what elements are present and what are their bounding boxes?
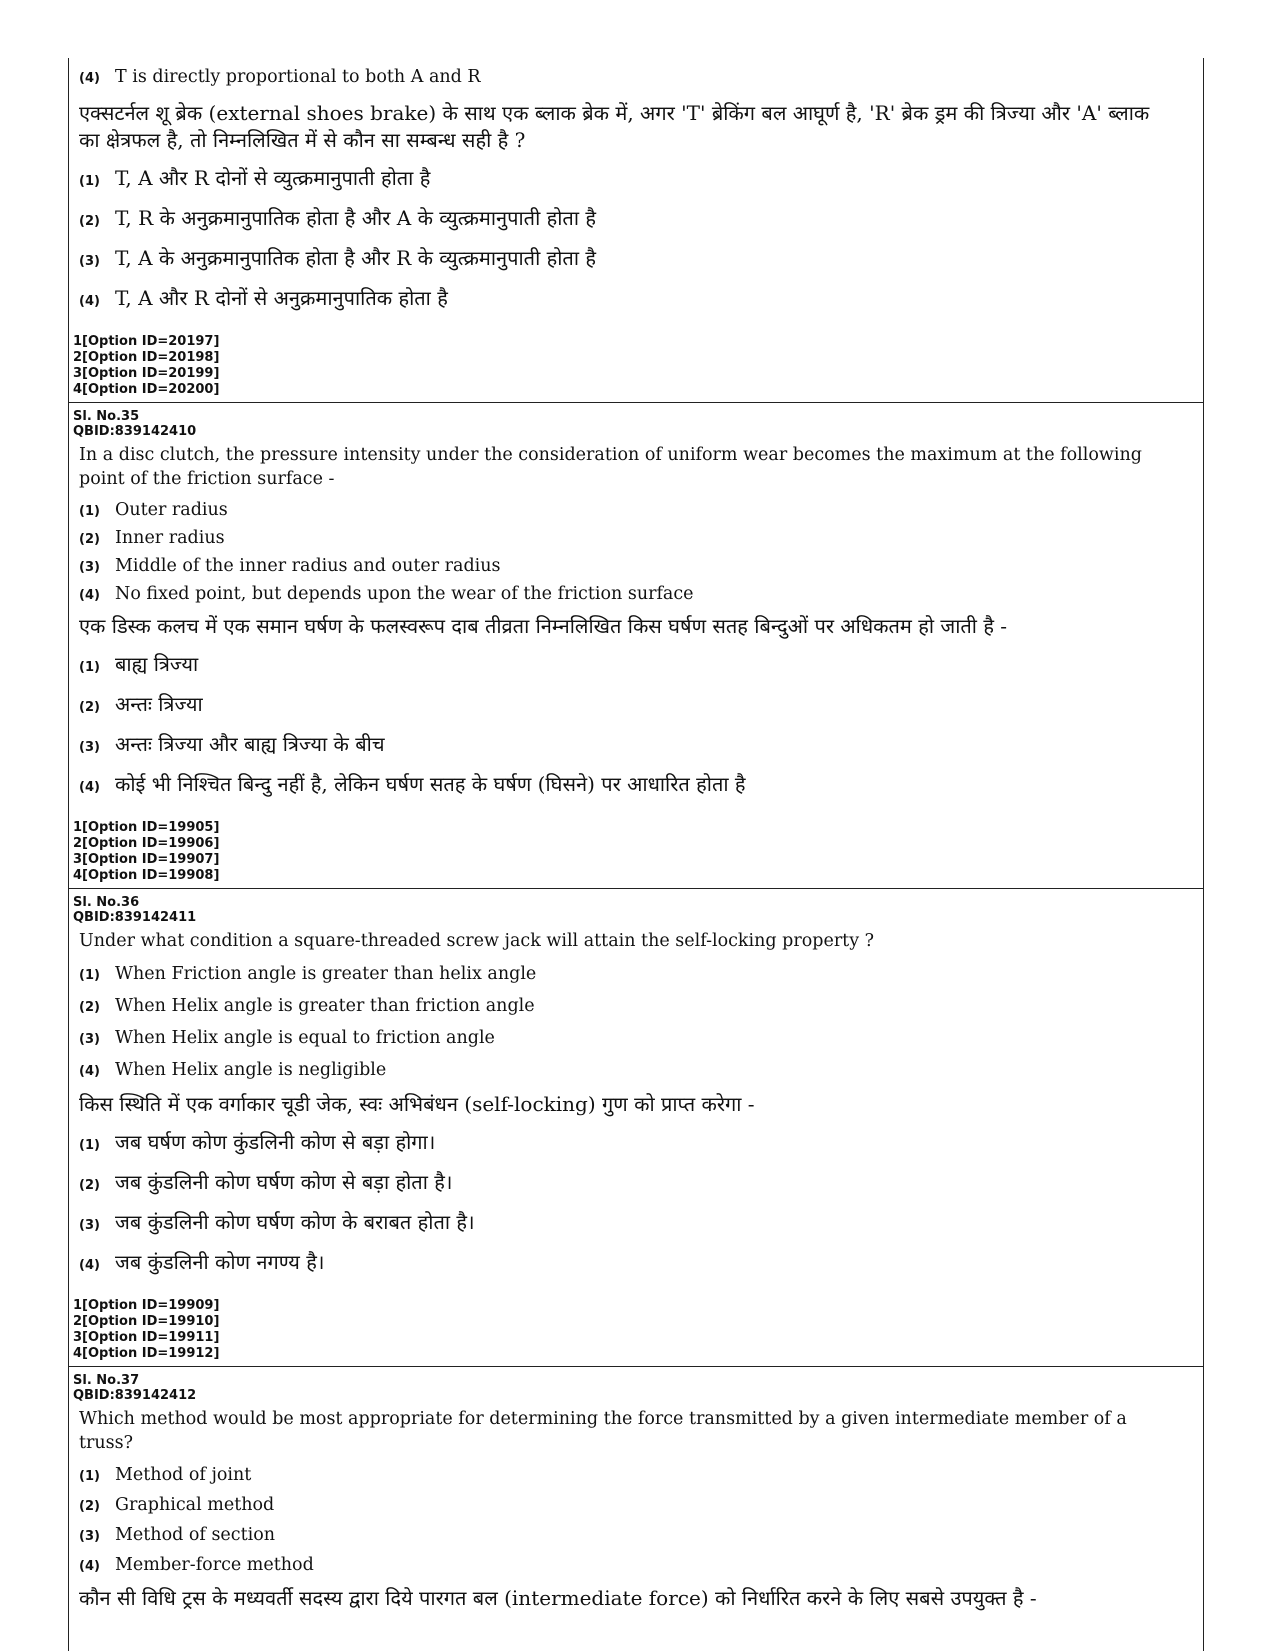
hindi-question-text: एक डिस्क कलच में एक समान घर्षण के फलस्वरूप दाब तीव्रता निम्नलिखित किस घर्षण सतह बिन्दुओं पर अधिकतम हो जाती है - [79, 614, 1008, 638]
option-id: 2[Option ID=19910] [73, 1314, 220, 1329]
option-number: (3) [79, 560, 100, 575]
option-id: 4[Option ID=19912] [73, 1346, 220, 1361]
english-option-1 [79, 1461, 1203, 1491]
english-option-3 [79, 553, 1203, 581]
option-number: (4) [79, 1559, 100, 1574]
option-number: (3) [79, 740, 100, 755]
option-number: (4) [79, 588, 100, 603]
option-number: (2) [79, 1000, 100, 1015]
english-option-2 [79, 991, 1203, 1023]
hindi-option-2 [79, 1164, 1203, 1204]
question-block-35 [69, 409, 1203, 889]
option-text: No fixed point, but depends upon the wear of the friction surface [115, 584, 694, 604]
option-text: Outer radius [115, 500, 228, 520]
english-question-text: Under what condition a square-threaded screw jack will attain the self-locking property ? [79, 931, 875, 951]
option-text: When Helix angle is negligible [115, 1060, 387, 1080]
option-text: T is directly proportional to both A and R [115, 67, 481, 87]
option-text: Method of joint [115, 1465, 252, 1485]
option-text: जब कुंडलिनी कोण घर्षण कोण के बराबत होता है। [115, 1210, 475, 1234]
english-option-4 [79, 581, 1203, 609]
option-text: जब कुंडलिनी कोण घर्षण कोण से बड़ा होता है। [115, 1170, 453, 1194]
qbid: QBID:839142412 [73, 1388, 197, 1403]
option-number: (1) [79, 174, 100, 189]
option-id: 1[Option ID=20197] [73, 334, 220, 349]
hindi-option-4 [79, 766, 1203, 806]
option-number: (4) [79, 1064, 100, 1079]
option-text: T, A और R दोनों से व्युत्क्रमानुपाती होता है [115, 166, 431, 190]
option-id: 3[Option ID=20199] [73, 366, 220, 381]
option-number: (3) [79, 254, 100, 269]
option-id-list [73, 820, 1203, 884]
option-text: T, R के अनुक्रमानुपातिक होता है और A के व्युत्क्रमानुपाती होता है [115, 206, 596, 230]
option-text: When Friction angle is greater than helix angle [115, 964, 537, 984]
english-option-1 [79, 959, 1203, 991]
option-text: जब घर्षण कोण कुंडलिनी कोण से बड़ा होगा। [115, 1130, 436, 1154]
option-id: 1[Option ID=19905] [73, 820, 220, 835]
option-text: Graphical method [115, 1495, 275, 1515]
english-option-3 [79, 1521, 1203, 1551]
option-text: When Helix angle is greater than friction angle [115, 996, 535, 1016]
option-text: बाह्य त्रिज्या [115, 652, 199, 676]
option-number: (4) [79, 780, 100, 795]
option-id: 3[Option ID=19911] [73, 1330, 220, 1345]
hindi-question-text: किस स्थिति में एक वर्गाकार चूडी जेक, स्वः अभिबंधन (self-locking) गुण को प्राप्त करेगा - [79, 1092, 755, 1116]
option-text: When Helix angle is equal to friction angle [115, 1028, 495, 1048]
question-block-37 [69, 1373, 1203, 1622]
qbid: QBID:839142411 [73, 910, 197, 925]
option-id: 2[Option ID=19906] [73, 836, 220, 851]
option-text: कोई भी निश्चित बिन्दु नहीं है, लेकिन घर्षण सतह के घर्षण (घिसने) पर आधारित होता है [115, 772, 746, 796]
english-option-2 [79, 525, 1203, 553]
option-id: 2[Option ID=20198] [73, 350, 220, 365]
english-option-4 [79, 1055, 1203, 1087]
english-question-text: In a disc clutch, the pressure intensity under the consideration of uniform wear becomes the maximum at the following point of the friction surface - [79, 445, 1142, 489]
option-number: (1) [79, 660, 100, 675]
option-number: (4) [79, 71, 100, 86]
option-number: (3) [79, 1218, 100, 1233]
option-text: Member-force method [115, 1555, 314, 1575]
question-block-36 [69, 895, 1203, 1367]
option-id-list [73, 1298, 1203, 1362]
option-number: (3) [79, 1032, 100, 1047]
option-number: (2) [79, 1499, 100, 1514]
option-text: जब कुंडलिनी कोण नगण्य है। [115, 1250, 325, 1274]
option-number: (4) [79, 1258, 100, 1273]
option-id: 4[Option ID=19908] [73, 868, 220, 883]
option-text: T, A के अनुक्रमानुपातिक होता है और R के व्युत्क्रमानुपाती होता है [115, 246, 596, 270]
serial-number: Sl. No.35 [73, 409, 140, 424]
option-text: अन्तः त्रिज्या और बाह्य त्रिज्या के बीच [115, 732, 385, 756]
serial-number: Sl. No.37 [73, 1373, 140, 1388]
option-text: Inner radius [115, 528, 225, 548]
hindi-option-1 [79, 160, 1203, 200]
option-text: Method of section [115, 1525, 276, 1545]
question-paper-page [68, 58, 1204, 1651]
english-option-3 [79, 1023, 1203, 1055]
hindi-option-1 [79, 1124, 1203, 1164]
option-number: (2) [79, 532, 100, 547]
option-text: T, A और R दोनों से अनुक्रमानुपातिक होता है [115, 286, 448, 310]
hindi-question-text: एक्सटर्नल शू ब्रेक (external shoes brake) के साथ एक ब्लाक ब्रेक में, अगर 'T' ब्रेकिंग बल आघूर्ण है, 'R' ब्रेक ड्रम की त्रिज्या और 'A' ब्लाक का क्षेत्रफल है, तो निम्नलिखित में से कौन सा सम्बन्ध सही है ? [79, 101, 1150, 152]
option-number: (4) [79, 294, 100, 309]
english-question-text: Which method would be most appropriate for determining the force transmitted by a given intermediate member of a truss? [79, 1409, 1127, 1453]
hindi-option-3 [79, 1204, 1203, 1244]
hindi-question-text: कौन सी विधि ट्रस के मध्यवर्ती सदस्य द्वारा दिये पारगत बल (intermediate force) को निर्धारित करने के लिए सबसे उपयुक्त है - [79, 1586, 1037, 1610]
option-number: (1) [79, 1138, 100, 1153]
hindi-option-2 [79, 686, 1203, 726]
option-number: (3) [79, 1529, 100, 1544]
hindi-option-3 [79, 240, 1203, 280]
option-id-list [73, 334, 1203, 398]
option-number: (1) [79, 504, 100, 519]
hindi-option-2 [79, 200, 1203, 240]
english-option-1 [79, 497, 1203, 525]
option-number: (1) [79, 1469, 100, 1484]
option-number: (2) [79, 700, 100, 715]
hindi-option-3 [79, 726, 1203, 766]
english-option-4 [79, 64, 1203, 92]
hindi-option-4 [79, 1244, 1203, 1284]
option-text: अन्तः त्रिज्या [115, 692, 203, 716]
qbid: QBID:839142410 [73, 424, 197, 439]
serial-number: Sl. No.36 [73, 895, 140, 910]
option-number: (1) [79, 968, 100, 983]
english-option-4 [79, 1551, 1203, 1581]
hindi-option-4 [79, 280, 1203, 320]
english-option-2 [79, 1491, 1203, 1521]
option-number: (2) [79, 1178, 100, 1193]
option-id: 3[Option ID=19907] [73, 852, 220, 867]
option-id: 4[Option ID=20200] [73, 382, 220, 397]
option-number: (2) [79, 214, 100, 229]
hindi-option-1 [79, 646, 1203, 686]
option-text: Middle of the inner radius and outer radius [115, 556, 501, 576]
option-id: 1[Option ID=19909] [73, 1298, 220, 1313]
question-block-34-continued [69, 58, 1203, 403]
